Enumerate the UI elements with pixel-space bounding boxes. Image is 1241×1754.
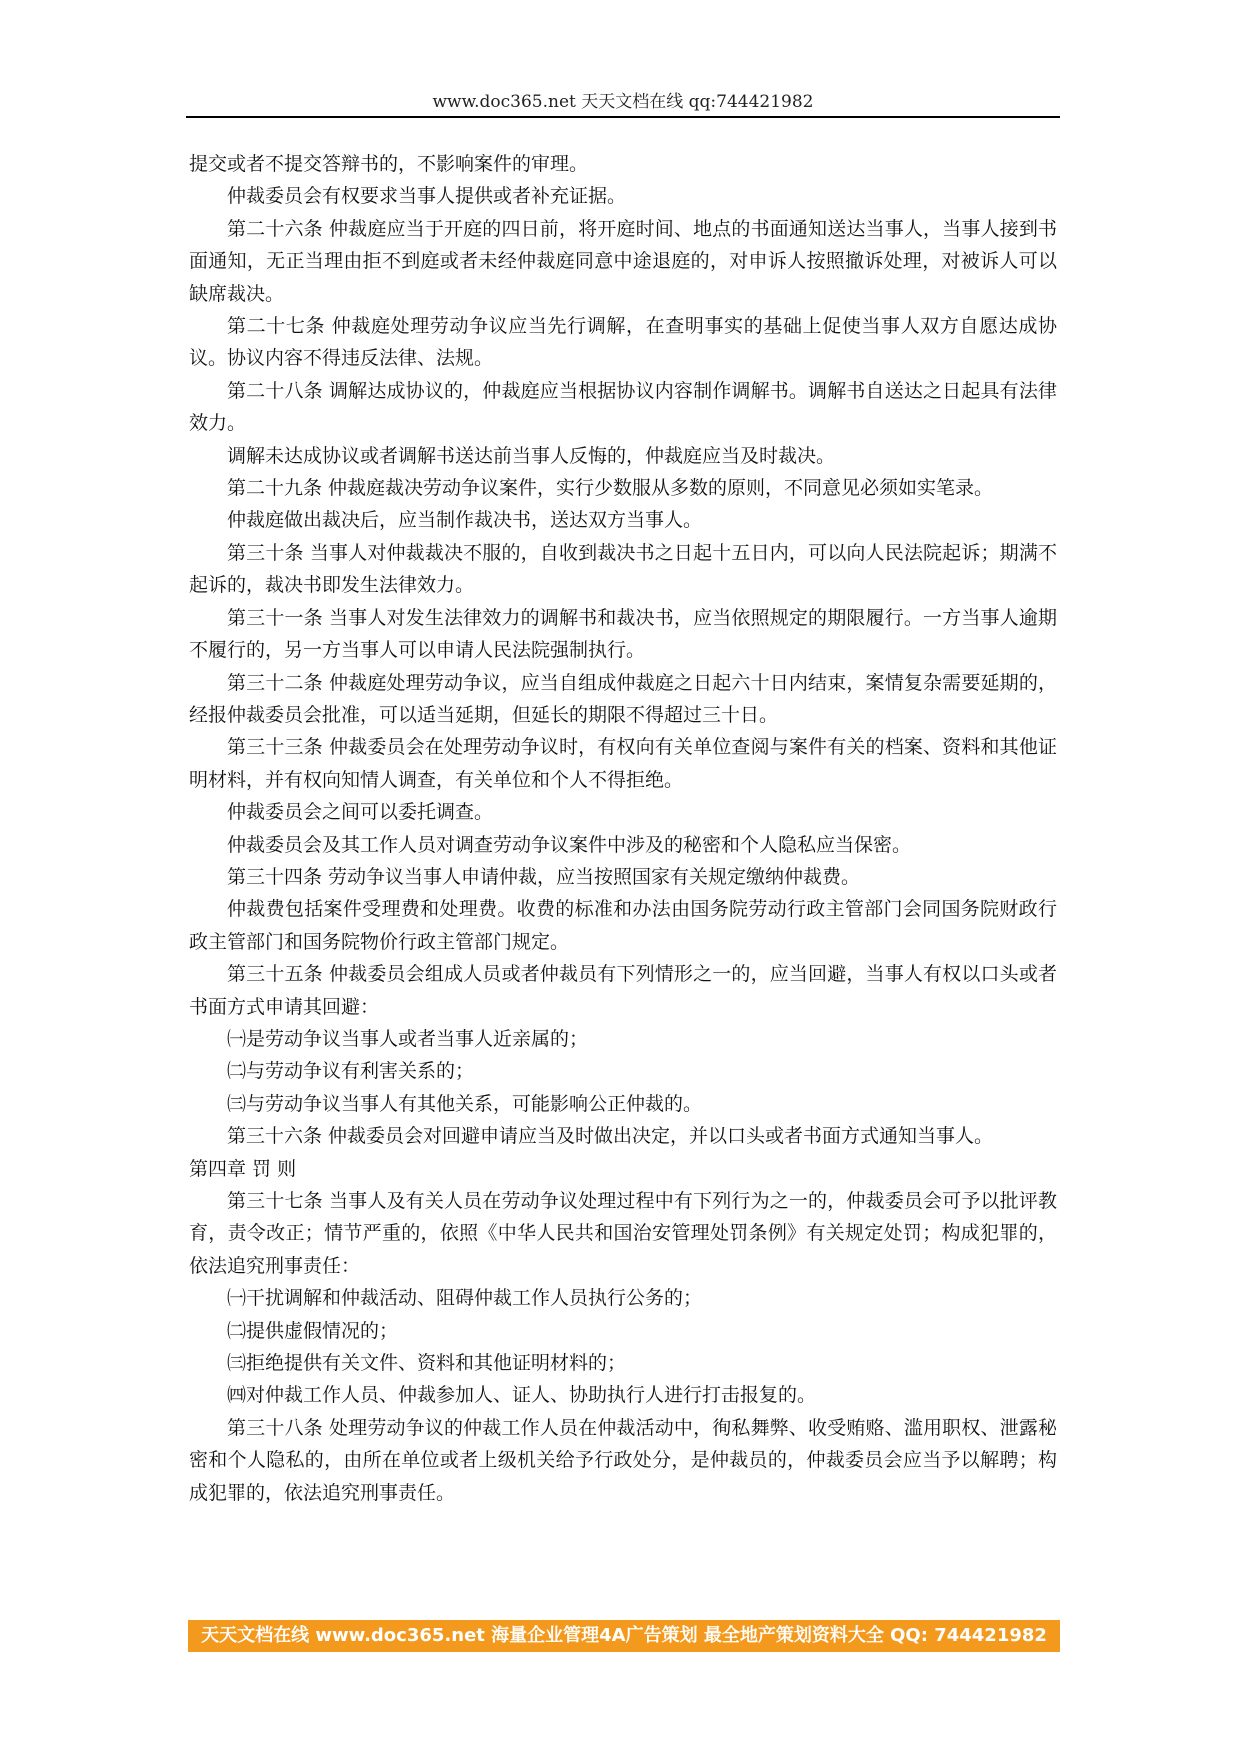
- paragraph: ㈢与劳动争议当事人有其他关系，可能影响公正仲裁的。: [227, 1092, 703, 1115]
- paragraph: 仲裁费包括案件受理费和处理费。收费的标准和办法由国务院劳动行政主管部门会同国务院财政行政主管部门和国务院物价行政主管部门规定。: [189, 898, 1057, 953]
- paragraph: 第三十条 当事人对仲裁裁决不服的，自收到裁决书之日起十五日内，可以向人民法院起诉；期满不起诉的，裁决书即发生法律效力。: [189, 541, 1057, 597]
- chapter-heading: 第四章 罚 则: [189, 1157, 297, 1180]
- footer-banner: [188, 1620, 1060, 1652]
- paragraph: 第二十七条 仲裁庭处理劳动争议应当先行调解，在查明事实的基础上促使当事人双方自愿达成协议。协议内容不得违反法律、法规。: [189, 315, 1057, 370]
- paragraph: ㈢拒绝提供有关文件、资料和其他证明材料的；: [227, 1352, 627, 1375]
- paragraph: 第三十四条 劳动争议当事人申请仲裁，应当按照国家有关规定缴纳仲裁费。: [227, 865, 861, 888]
- paragraph: ㈠干扰调解和仲裁活动、阻碍仲裁工作人员执行公务的；: [227, 1287, 703, 1310]
- paragraph: 第二十六条 仲裁庭应当于开庭的四日前，将开庭时间、地点的书面通知送达当事人，当事人接到书面通知，无正当理由拒不到庭或者未经仲裁庭同意中途退庭的，对申诉人按照撤诉处理，对被诉人可以缺席裁决。: [189, 217, 1057, 305]
- paragraph: 第三十二条 仲裁庭处理劳动争议，应当自组成仲裁庭之日起六十日内结束，案情复杂需要延期的，经报仲裁委员会批准，可以适当延期，但延长的期限不得超过三十日。: [189, 671, 1057, 726]
- paragraph: 仲裁委员会及其工作人员对调查劳动争议案件中涉及的秘密和个人隐私应当保密。: [227, 833, 912, 856]
- footer-text: 天天文档在线 www.doc365.net 海量企业管理4A广告策划 最全地产策划资料大全 QQ: 744421982: [201, 1625, 1047, 1646]
- paragraph: ㈠是劳动争议当事人或者当事人近亲属的；: [227, 1027, 589, 1050]
- paragraph: ㈣对仲裁工作人员、仲裁参加人、证人、协助执行人进行打击报复的。: [227, 1384, 817, 1407]
- paragraph: 第三十八条 处理劳动争议的仲裁工作人员在仲裁活动中，徇私舞弊、收受贿赂、滥用职权、泄露秘密和个人隐私的，由所在单位或者上级机关给予行政处分，是仲裁员的，仲裁委员会应当予以解聘；构成犯罪的，依法追究刑事责任。: [189, 1416, 1057, 1504]
- paragraph: 第三十七条 当事人及有关人员在劳动争议处理过程中有下列行为之一的，仲裁委员会可予以批评教育，责令改正；情节严重的，依照《中华人民共和国治安管理处罚条例》有关规定处罚；构成犯罪的，依法追究刑事责任：: [189, 1190, 1057, 1277]
- paragraph: ㈡与劳动争议有利害关系的；: [227, 1060, 475, 1083]
- paragraph: 第二十八条 调解达成协议的，仲裁庭应当根据协议内容制作调解书。调解书自送达之日起具有法律效力。: [189, 379, 1057, 435]
- paragraph: 第二十九条 仲裁庭裁决劳动争议案件，实行少数服从多数的原则，不同意见必须如实笔录。: [227, 477, 994, 500]
- paragraph: 提交或者不提交答辩书的，不影响案件的审理。: [189, 153, 589, 175]
- page-header: [186, 88, 1060, 118]
- paragraph: 调解未达成协议或者调解书送达前当事人反悔的，仲裁庭应当及时裁决。: [227, 444, 836, 467]
- paragraph: 仲裁委员会之间可以委托调查。: [227, 801, 494, 824]
- paragraph: 第三十六条 仲裁委员会对回避申请应当及时做出决定，并以口头或者书面方式通知当事人。: [227, 1125, 994, 1148]
- document-body: [189, 148, 1057, 1509]
- header-rule: [186, 116, 1060, 118]
- paragraph: 第三十一条 当事人对发生法律效力的调解书和裁决书，应当依照规定的期限履行。一方当事人逾期不履行的，另一方当事人可以申请人民法院强制执行。: [189, 606, 1057, 662]
- header-text: www.doc365.net 天天文档在线 qq:744421982: [432, 92, 814, 112]
- paragraph: 第三十五条 仲裁委员会组成人员或者仲裁员有下列情形之一的，应当回避，当事人有权以口头或者书面方式申请其回避：: [189, 963, 1057, 1018]
- paragraph: 仲裁庭做出裁决后，应当制作裁决书，送达双方当事人。: [227, 509, 703, 532]
- paragraph: ㈡提供虚假情况的；: [227, 1319, 399, 1342]
- paragraph: 仲裁委员会有权要求当事人提供或者补充证据。: [227, 185, 627, 208]
- paragraph: 第三十三条 仲裁委员会在处理劳动争议时，有权向有关单位查阅与案件有关的档案、资料和其他证明材料，并有权向知情人调查，有关单位和个人不得拒绝。: [189, 736, 1057, 791]
